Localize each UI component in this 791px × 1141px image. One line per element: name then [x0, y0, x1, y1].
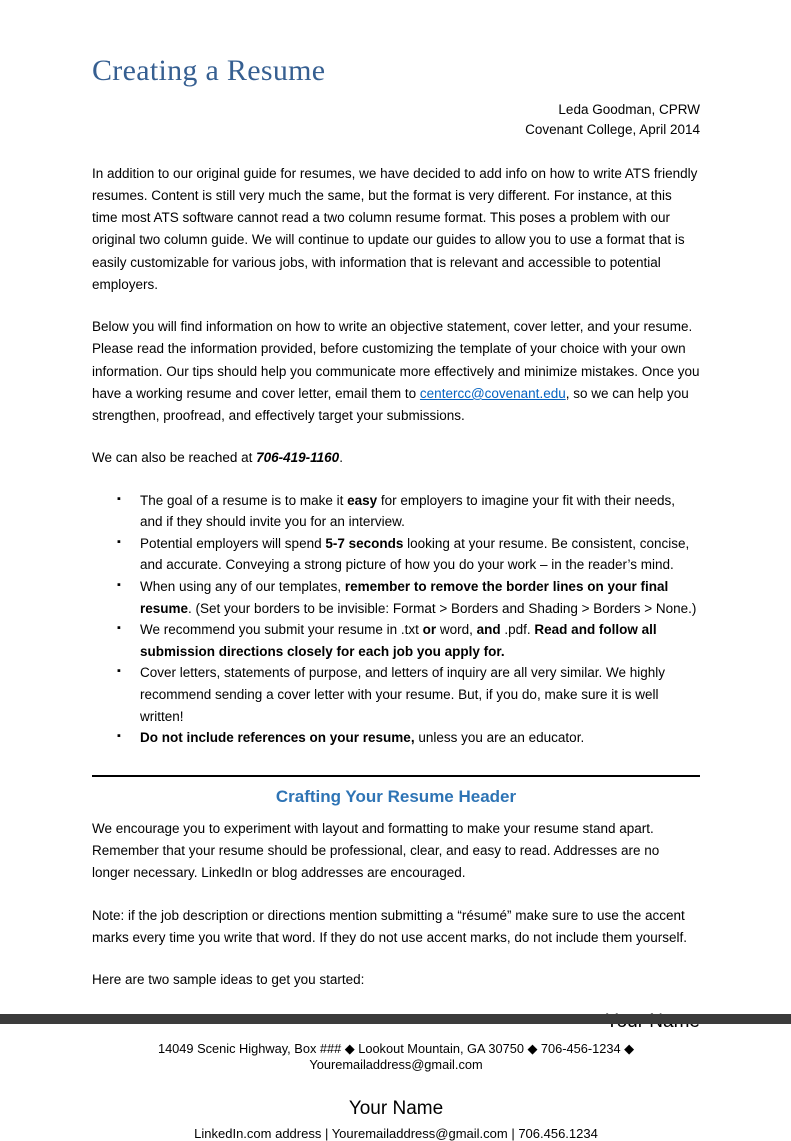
- text-segment: . (Set your borders to be invisible: Format > Borders and Shading > Borders > None.): [188, 600, 697, 616]
- text-segment: We recommend you submit your resume in .txt: [140, 622, 423, 638]
- text-segment: Cover letters, statements of purpose, and letters of inquiry are all very similar. We highly recommend sending a cover letter with your resume. But, if you do, make sure it is well written!: [140, 665, 665, 724]
- byline: [92, 100, 700, 141]
- text-segment: for employers to imagine your fit with their needs, and if they should invite you for an interview.: [140, 492, 676, 530]
- list-item: [116, 727, 700, 749]
- list-item: [116, 490, 700, 533]
- text-segment: and: [476, 622, 501, 638]
- text-segment: The goal of a resume is to make it: [140, 492, 348, 508]
- text-segment: When using any of our templates,: [140, 579, 345, 595]
- byline-org-date: Covenant College, April 2014: [525, 122, 700, 138]
- text-segment: We can also be reached at: [92, 450, 257, 466]
- section-divider: [92, 775, 700, 777]
- text-segment: , so we can help you strengthen, proofread, and effectively target your submissions.: [92, 385, 689, 424]
- intro-paragraph-1: In addition to our original guide for resumes, we have decided to add info on how to write ATS friendly resumes. Content is still very much the same, but the format is very different. For instance, at this time most ATS software cannot read a two column resume format. This poses a problem with our original two column guide. We will continue to update our guides to allow you to use a format that is easily customizable for various jobs, with information that is relevant and accessible to potential employers.: [92, 165, 698, 292]
- text-segment: 5-7 seconds: [325, 535, 404, 551]
- document-title: Creating a Resume: [92, 54, 326, 87]
- text-segment: Do not include references on your resume,: [140, 730, 415, 746]
- list-item: [116, 662, 700, 727]
- sample2-name: Your Name: [348, 1098, 444, 1120]
- text-segment: 706-419-1160: [256, 450, 340, 466]
- bottom-bar: [0, 1014, 791, 1024]
- section-heading: Crafting Your Resume Header: [275, 786, 517, 806]
- list-item: [116, 533, 700, 576]
- byline-author: Leda Goodman, CPRW: [558, 102, 700, 117]
- sample2-contact-line: LinkedIn.com address | Youremailaddress@gmail.com | 706.456.1234: [194, 1126, 598, 1141]
- sample1-contact-line: 14049 Scenic Highway, Box ### ◆ Lookout Mountain, GA 30750 ◆ 706-456-1234 ◆ Youremailaddress@gmail.com: [157, 1041, 635, 1073]
- text-segment: unless you are an educator.: [414, 730, 585, 746]
- section-paragraph-1: We encourage you to experiment with layout and formatting to make your resume stand apart. Remember that your resume should be professional, clear, and easy to read. Addresses are no longer necessary. LinkedIn or blog addresses are encouraged.: [92, 820, 660, 881]
- section-paragraph-2: Note: if the job description or directions mention submitting a “résumé” make sure to use the accent marks every time you write that word. If they do not use accent marks, do not include them yourself.: [92, 907, 688, 945]
- text-segment: easy: [347, 492, 378, 508]
- intro-paragraph-3: [92, 447, 700, 469]
- text-segment: or: [422, 622, 437, 638]
- text-segment: .pdf.: [500, 622, 535, 638]
- text-segment: word,: [436, 622, 477, 638]
- list-item: [116, 576, 700, 619]
- email-link[interactable]: centercc@covenant.edu: [419, 385, 566, 401]
- intro-paragraph-2: [92, 316, 700, 427]
- tips-list: [92, 490, 700, 749]
- text-segment: Read and follow all submission directions closely for each job you apply for.: [140, 622, 657, 659]
- text-segment: remember to remove the border lines on your final resume: [140, 579, 669, 616]
- text-segment: .: [339, 450, 343, 466]
- section-paragraph-3: Here are two sample ideas to get you started:: [92, 972, 365, 988]
- text-segment: Below you will find information on how to write an objective statement, cover letter, and your resume. Please read the information provided, before customizing the template of your choice with your own information. Our tips should help you communicate more effectively and minimize mistakes. Once you have a working resume and cover letter, email them to: [92, 319, 700, 401]
- list-item: [116, 619, 700, 662]
- text-segment: looking at your resume. Be consistent, concise, and accurate. Conveying a strong picture of how you do your work – in the reader’s mind.: [140, 535, 690, 573]
- text-segment: Potential employers will spend: [140, 535, 326, 551]
